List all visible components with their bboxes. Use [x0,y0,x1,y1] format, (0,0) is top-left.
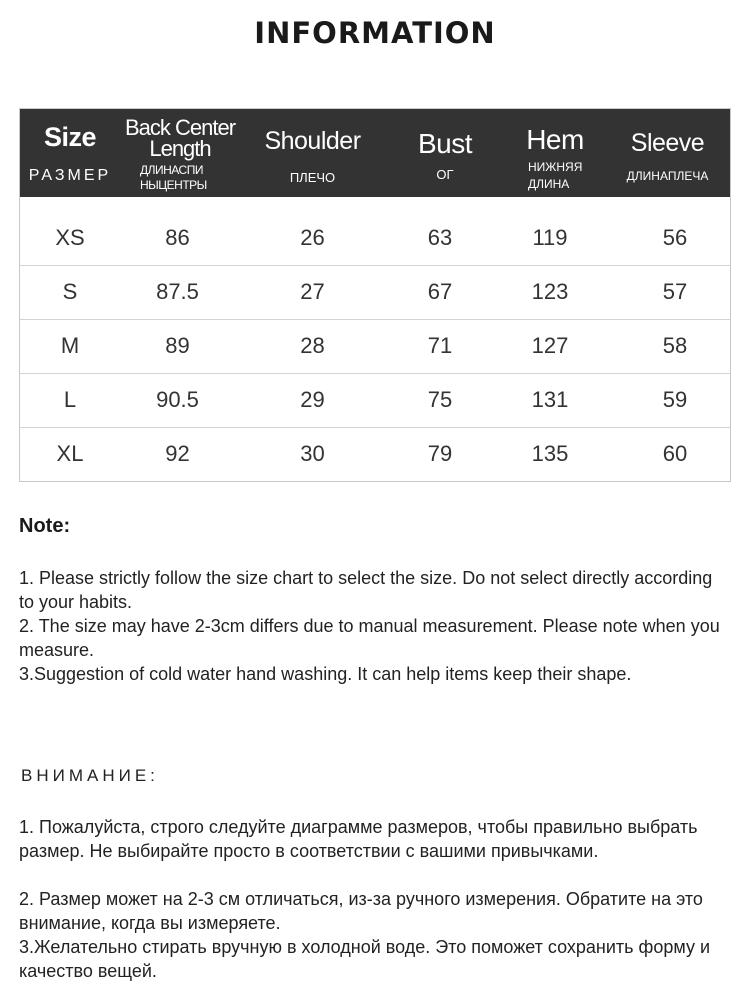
table-row-s [20,265,730,320]
note-item-3: 3.Suggestion of cold water hand washing. It can help items keep their shape. [19,664,632,684]
sleeve-cell: 57 [662,279,688,304]
shoulder-cell: 28 [300,333,325,358]
back-center-length-cell: 92 [165,441,190,466]
shoulder-cell: 30 [300,441,325,466]
bust-cell: 75 [427,387,453,412]
header-sublabel: РАЗМЕР [28,167,112,184]
header-hem [505,109,605,197]
header-label: Bust [417,128,473,159]
size-cell: XL [56,441,84,466]
size-chart-table [19,108,731,482]
table-row-m [20,319,730,374]
bust-cell: 71 [427,333,453,358]
size-cell: XS [55,225,85,250]
attention-item-2: 2. Размер может на 2-3 см отличаться, из-за ручного измерения. Обратите на это внимание, когда вы измеряете. [19,889,703,933]
hem-cell: 123 [531,279,569,304]
header-size [20,109,120,197]
header-label: Hem [526,124,584,155]
attention-item-1: 1. Пожалуйста, строго следуйте диаграмме размеров, чтобы правильно выбрать размер. Не выбирайте просто в соответствии с вашими привычками. [19,817,698,861]
header-label: Size [43,122,97,152]
sleeve-cell: 59 [662,387,688,412]
page-title: INFORMATION [254,16,496,50]
header-label: Back Center Length [124,115,236,161]
table-row-xs [20,211,730,266]
bust-cell: 63 [427,225,453,250]
shoulder-cell: 29 [300,387,325,412]
header-label: Shoulder [264,127,361,155]
header-back-center-length [120,109,240,197]
size-cell: M [60,333,80,358]
back-center-length-cell: 87.5 [156,279,199,304]
header-sleeve [605,109,730,197]
header-sublabel: ОГ [436,167,454,182]
header-sublabel: НИЖНЯЯ ДЛИНА [528,160,583,191]
header-sublabel: ДЛИНАСПИ НЫЦЕНТРЫ [140,163,207,192]
attention-item-3: 3.Желательно стирать вручную в холодной воде. Это поможет сохранить форму и качество вещей. [19,937,711,981]
header-bust [385,109,505,197]
header-sublabel: ПЛЕЧО [289,170,336,185]
table-row-l [20,373,730,428]
sleeve-cell: 56 [662,225,688,250]
table-row-xl [20,427,730,481]
back-center-length-cell: 89 [165,333,190,358]
shoulder-cell: 26 [300,225,325,250]
header-shoulder [240,109,385,197]
note-item-1: 1. Please strictly follow the size chart to select the size. Do not select directly according to your habits. [19,568,713,612]
hem-cell: 127 [531,333,569,358]
back-center-length-cell: 86 [165,225,190,250]
sleeve-cell: 58 [662,333,688,358]
hem-cell: 131 [531,387,569,412]
table-header [20,109,730,197]
sleeve-cell: 60 [662,441,688,466]
header-label: Sleeve [630,129,705,157]
header-sublabel: ДЛИНАПЛЕЧА [626,169,709,183]
hem-cell: 135 [531,441,569,466]
bust-cell: 79 [427,441,453,466]
hem-cell: 119 [532,225,568,250]
note-item-2: 2. The size may have 2-3cm differs due to manual measurement. Please note when you measure. [19,616,720,660]
size-cell: S [62,279,78,304]
attention-title: ВНИМАНИЕ: [21,766,159,785]
shoulder-cell: 27 [300,279,325,304]
bust-cell: 67 [427,279,453,304]
note-title: Note: [19,515,71,537]
size-cell: L [63,387,77,412]
back-center-length-cell: 90.5 [156,387,199,412]
